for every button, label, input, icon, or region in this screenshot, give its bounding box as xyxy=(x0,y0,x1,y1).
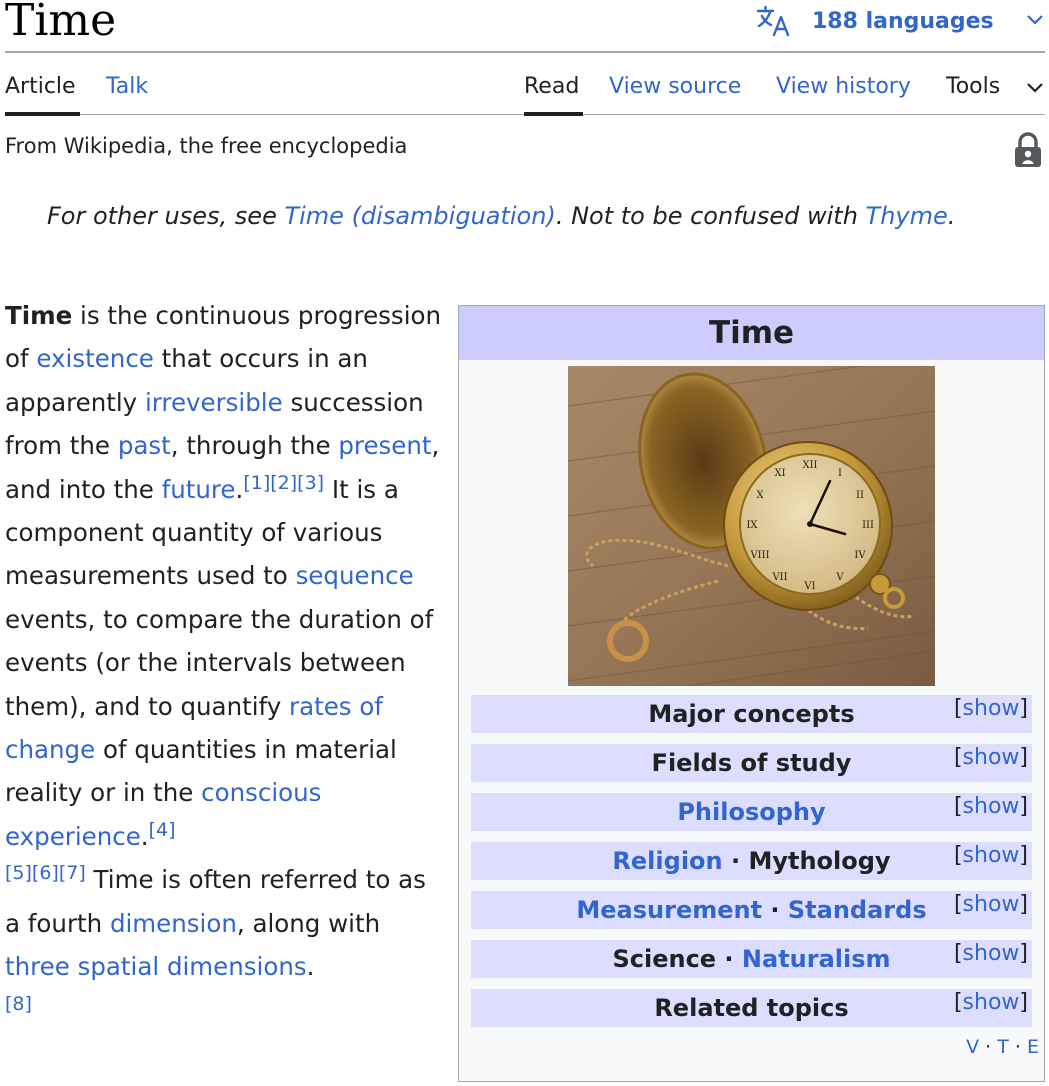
tab-view-history[interactable]: View history xyxy=(776,74,911,99)
languages-button[interactable] xyxy=(756,3,994,39)
view-template-link[interactable]: V xyxy=(966,1036,980,1058)
future-link[interactable]: future xyxy=(161,474,236,504)
bold-term: Time xyxy=(5,301,73,330)
site-tagline: From Wikipedia, the free encyclopedia xyxy=(5,134,408,158)
religion-link[interactable]: Religion xyxy=(612,847,723,875)
lead-paragraph xyxy=(5,294,445,1032)
tab-read[interactable]: Read xyxy=(524,74,580,99)
navbox-row-related-topics xyxy=(471,989,1032,1027)
show-toggle[interactable]: [show] xyxy=(953,843,1028,868)
row-title: Mythology xyxy=(748,847,891,875)
show-toggle[interactable]: [show] xyxy=(953,696,1028,721)
rates-of-change-link[interactable]: rates of change xyxy=(5,691,383,765)
svg-text:I: I xyxy=(838,468,842,479)
philosophy-link[interactable]: Philosophy xyxy=(677,798,826,826)
svg-text:VII: VII xyxy=(772,572,788,583)
measurement-link[interactable]: Measurement xyxy=(576,896,763,924)
paragraph-text: events, to compare the duration of events (or the intervals between them), and to quantify xyxy=(5,604,434,721)
pocket-watch-image[interactable] xyxy=(568,366,935,686)
citation-link[interactable]: [8] xyxy=(5,992,32,1015)
svg-text:VIII: VIII xyxy=(750,550,770,561)
paragraph-text: , through the xyxy=(170,431,339,461)
paragraph-text: that occurs in an apparently xyxy=(5,344,368,417)
paragraph-text: of quantities in material reality or in the xyxy=(5,735,397,808)
tab-article[interactable]: Article xyxy=(5,74,76,99)
talk-template-link[interactable]: T xyxy=(997,1036,1009,1058)
show-toggle[interactable]: [show] xyxy=(953,745,1028,770)
conscious-experience-link[interactable]: conscious experience xyxy=(5,778,322,851)
show-link[interactable]: show xyxy=(962,794,1020,819)
citation-link[interactable]: [4] xyxy=(148,818,176,841)
svg-text:IX: IX xyxy=(746,520,758,531)
navbox-row-measurement xyxy=(471,891,1032,929)
paragraph-text: Time is often referred to as a fourth xyxy=(5,865,426,938)
sequence-link[interactable]: sequence xyxy=(295,561,414,591)
paragraph-text: . xyxy=(235,474,244,504)
citation-link[interactable]: [5] xyxy=(5,862,32,885)
hatnote-text: . xyxy=(947,202,956,230)
row-title: Related topics xyxy=(654,994,849,1022)
dimension-link[interactable]: dimension xyxy=(109,908,237,938)
paragraph-text: It is a component quantity of various measurements used to xyxy=(5,474,399,591)
show-link[interactable]: show xyxy=(962,745,1020,770)
chevron-down-icon[interactable] xyxy=(1026,12,1044,26)
thyme-link[interactable]: Thyme xyxy=(865,202,948,230)
existence-link[interactable]: existence xyxy=(36,344,154,374)
row-title: Fields of study xyxy=(651,749,852,777)
infobox-title: Time xyxy=(459,306,1044,360)
paragraph-text: succession from the xyxy=(5,387,424,461)
tools-menu[interactable]: Tools xyxy=(946,74,1001,99)
citation-link[interactable]: [1] xyxy=(243,471,271,494)
paragraph-text: . xyxy=(140,821,149,851)
languages-label: 188 languages xyxy=(812,8,994,34)
tab-view-source[interactable]: View source xyxy=(609,74,742,99)
citation-link[interactable]: [7] xyxy=(58,862,86,885)
svg-text:X: X xyxy=(756,490,764,501)
svg-text:XI: XI xyxy=(774,468,786,479)
tab-article-indicator xyxy=(5,112,80,116)
tab-talk[interactable]: Talk xyxy=(106,74,149,99)
row-separator: · xyxy=(762,896,788,924)
hatnote-text: For other uses, see xyxy=(47,202,285,230)
past-link[interactable]: past xyxy=(117,431,171,461)
show-toggle[interactable]: [show] xyxy=(953,794,1028,819)
chevron-down-icon[interactable] xyxy=(1026,80,1044,94)
standards-link[interactable]: Standards xyxy=(787,896,927,924)
paragraph-text: is the continuous progression of xyxy=(5,301,442,374)
show-link[interactable]: show xyxy=(962,892,1020,917)
show-toggle[interactable]: [show] xyxy=(953,892,1028,917)
present-link[interactable]: present xyxy=(338,431,432,461)
translate-icon xyxy=(756,4,792,38)
tab-read-indicator xyxy=(524,112,583,116)
navbox-row-major-concepts xyxy=(471,695,1032,733)
row-separator: · xyxy=(722,847,749,875)
svg-text:V: V xyxy=(836,572,844,583)
hatnote xyxy=(47,194,1007,238)
row-title: Science xyxy=(612,945,717,973)
paragraph-text: , and into the xyxy=(5,431,440,504)
edit-template-link[interactable]: E xyxy=(1026,1036,1039,1058)
show-link[interactable]: show xyxy=(962,696,1020,721)
navbox-row-fields-of-study xyxy=(471,744,1032,782)
show-link[interactable]: show xyxy=(962,941,1020,966)
show-link[interactable]: show xyxy=(962,843,1020,868)
svg-text:II: II xyxy=(856,490,864,501)
svg-text:IV: IV xyxy=(854,550,866,561)
svg-text:III: III xyxy=(862,520,874,531)
citation-link[interactable]: [3] xyxy=(297,471,325,494)
show-toggle[interactable]: [show] xyxy=(953,941,1028,966)
hatnote-text: . Not to be confused with xyxy=(555,202,866,230)
navbox-row-philosophy xyxy=(471,793,1032,831)
vte-separator: · xyxy=(1014,1036,1021,1058)
vte-links xyxy=(966,1036,1039,1058)
svg-text:VI: VI xyxy=(804,581,816,592)
navbox-row-science xyxy=(471,940,1032,978)
three-spatial-dimensions-link[interactable]: three spatial dimensions xyxy=(5,952,307,982)
irreversible-link[interactable]: irreversible xyxy=(144,387,283,417)
row-separator: · xyxy=(716,945,742,973)
naturalism-link[interactable]: Naturalism xyxy=(741,945,891,973)
show-link[interactable]: show xyxy=(962,990,1020,1015)
svg-text:XII: XII xyxy=(802,460,818,471)
paragraph-text: , along with xyxy=(236,908,381,938)
show-toggle[interactable]: [show] xyxy=(953,990,1028,1015)
citation-link[interactable]: [6] xyxy=(31,862,59,885)
paragraph-text: . xyxy=(306,952,315,982)
vte-separator: · xyxy=(985,1036,992,1058)
row-title: Major concepts xyxy=(648,700,855,728)
lock-icon[interactable] xyxy=(1013,132,1043,168)
page-title: Time xyxy=(5,0,117,46)
disambiguation-link[interactable]: Time (disambiguation) xyxy=(284,202,556,230)
title-divider xyxy=(5,51,1045,53)
infobox xyxy=(458,305,1045,1082)
citation-link[interactable]: [2] xyxy=(270,471,298,494)
navbox-row-religion xyxy=(471,842,1032,880)
